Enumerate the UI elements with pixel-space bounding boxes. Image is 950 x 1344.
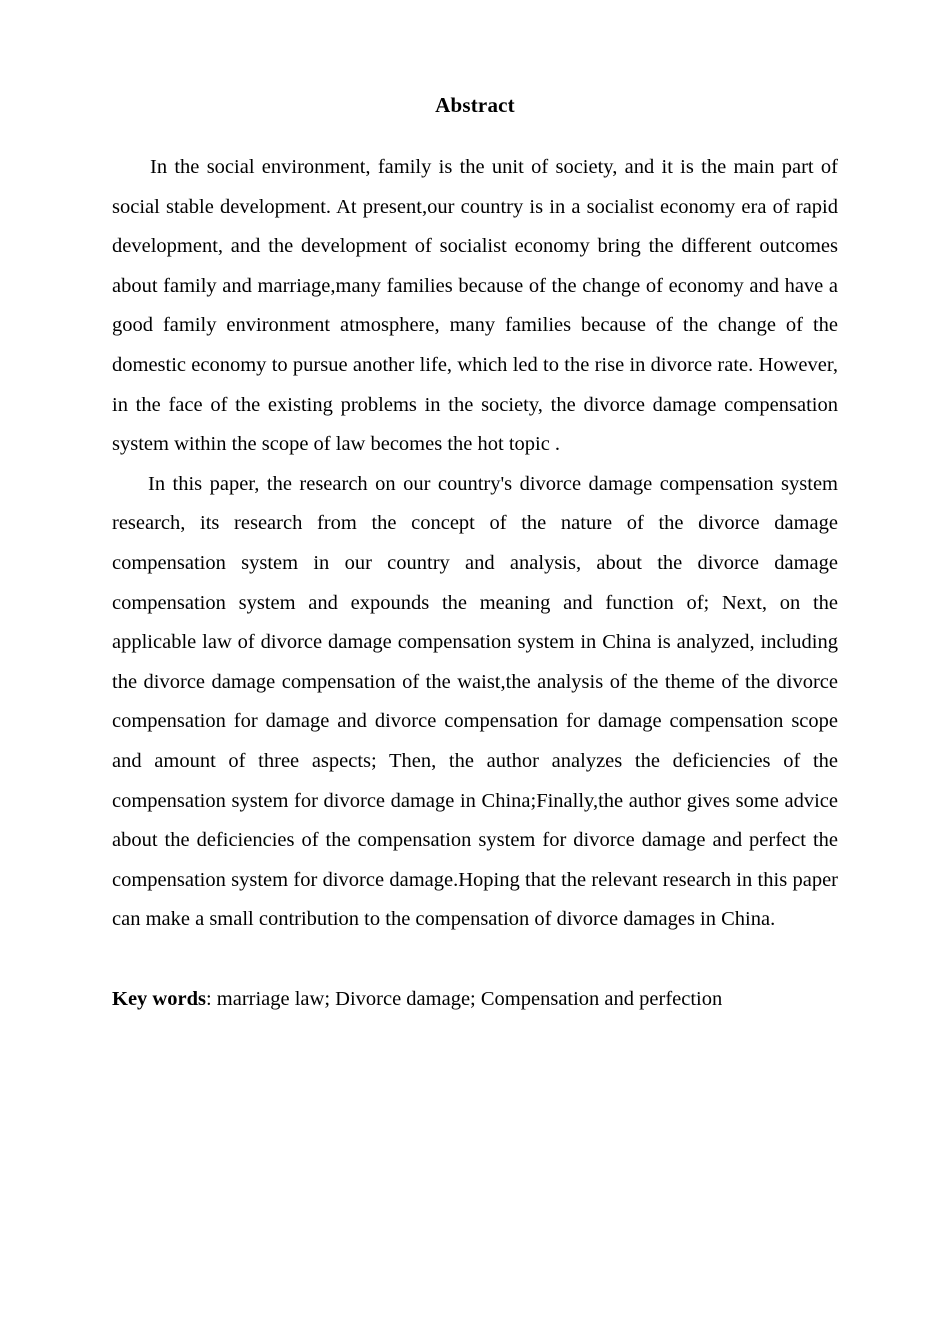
abstract-paragraph-1: In the social environment, family is the unit of society, and it is the main part of social stable development. At present,our country is in a socialist economy era of rapid development, and the development of socialist economy bring the different outcomes about family and marriage,many families because of the change of economy and have a good family environment atmosphere, many families because of the change of the domestic economy to pursue another life, which led to the rise in divorce rate. However, in the face of the existing problems in the society, the divorce damage compensation system within the scope of law becomes the hot topic . <box>112 156 838 456</box>
abstract-body <box>112 148 838 940</box>
abstract-paragraph-2: In this paper, the research on our country's divorce damage compensation system research, its research from the concept of the nature of the divorce damage compensation system in our country and analysis, about the divorce damage compensation system and expounds the meaning and function of; Next, on the applicable law of divorce damage compensation system in China is analyzed, including the divorce damage compensation of the waist,the analysis of the theme of the divorce compensation for damage and divorce compensation for damage compensation scope and amount of three aspects; Then, the author analyzes the deficiencies of the compensation system for divorce damage in China;Finally,the author gives some advice about the deficiencies of the compensation system for divorce damage and perfect the compensation system for divorce damage.Hoping that the relevant research in this paper can make a small contribution to the compensation of divorce damages in China. <box>112 472 838 931</box>
keywords-line <box>112 940 838 1020</box>
page-title: Abstract <box>435 93 515 117</box>
keywords-label: Key words <box>112 987 206 1010</box>
keywords-value: : marriage law; Divorce damage; Compensation and perfection <box>205 987 723 1010</box>
page-content <box>112 0 838 1019</box>
